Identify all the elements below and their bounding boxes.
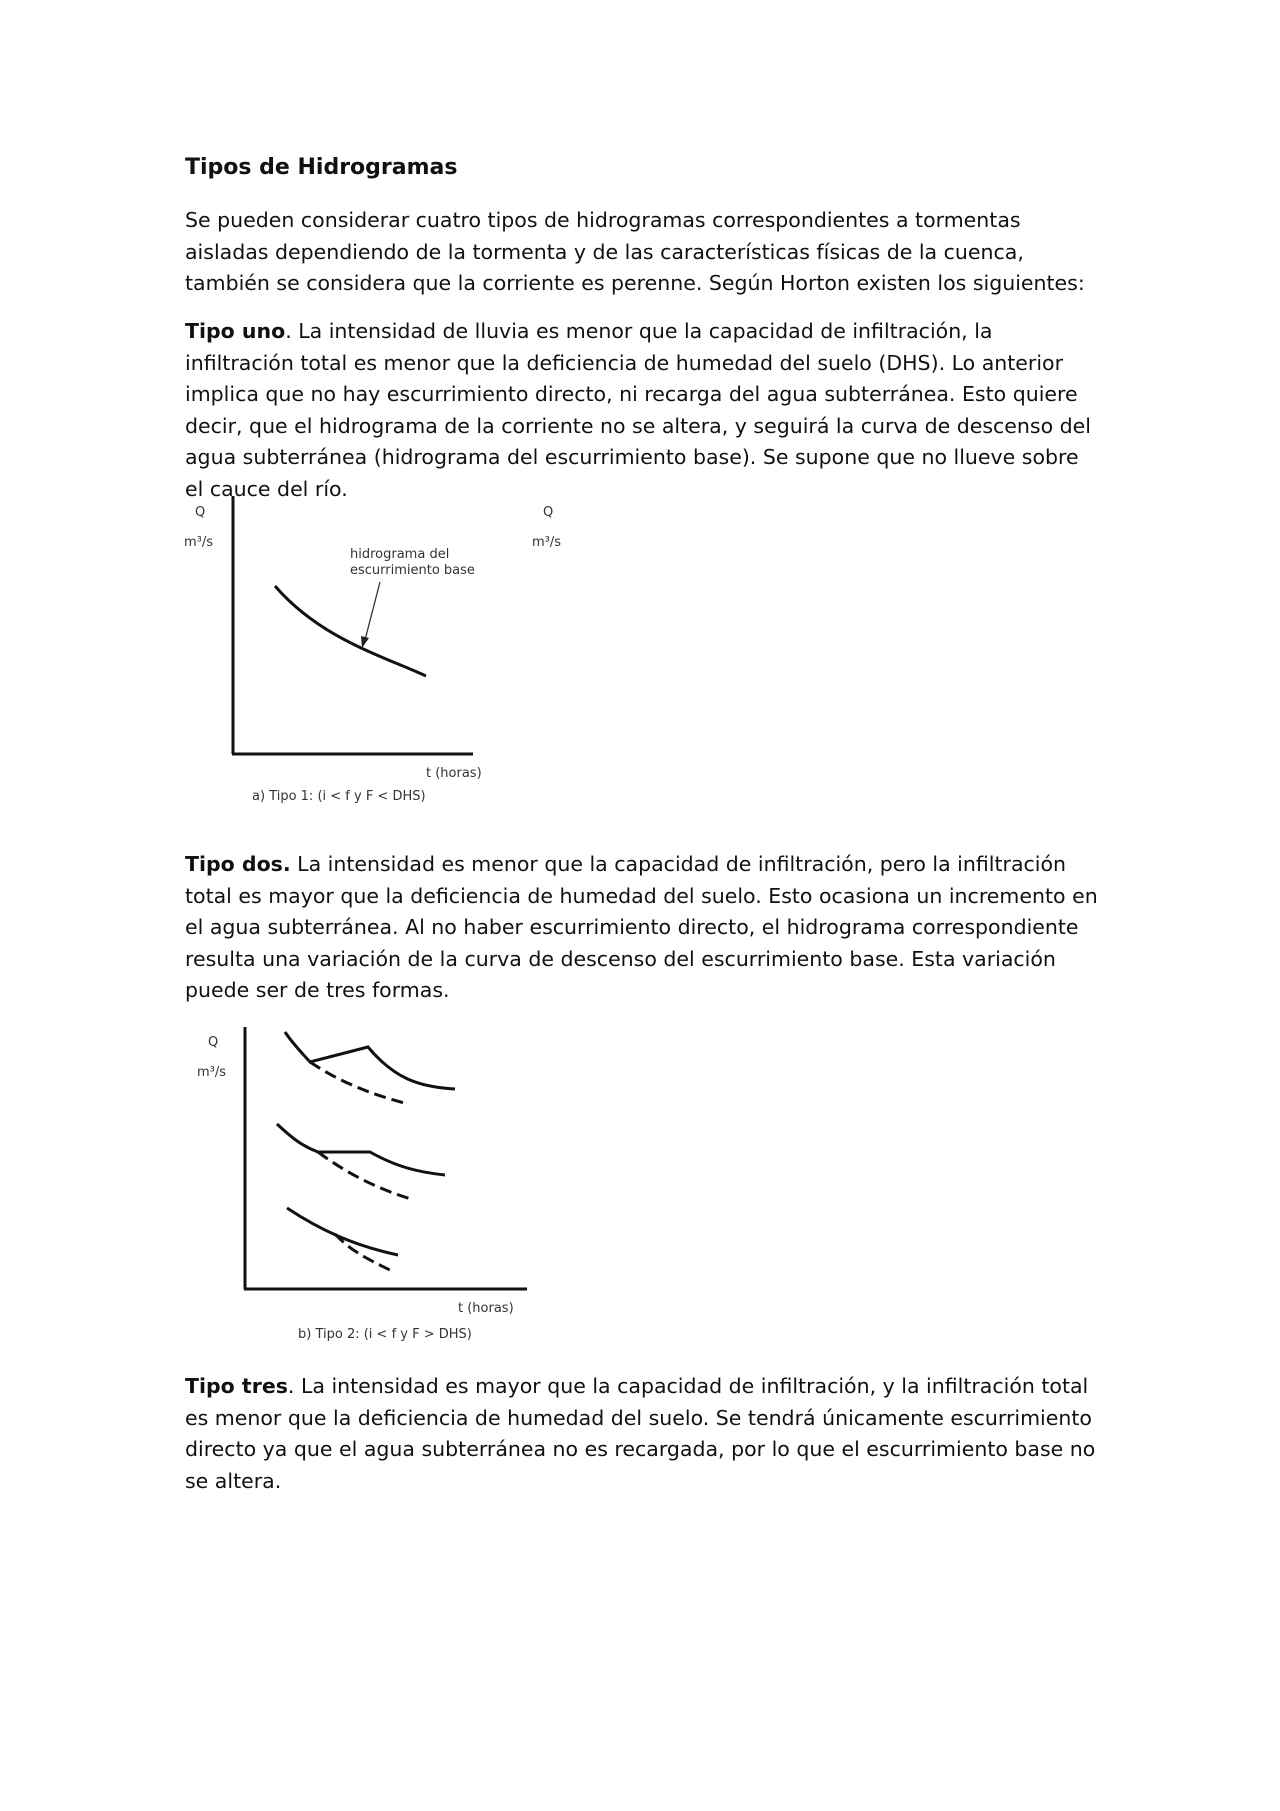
tipo-uno-lead: Tipo uno xyxy=(185,319,286,343)
fig1-x-label: t (horas) xyxy=(426,766,482,781)
tipo-tres-paragraph xyxy=(185,1371,1100,1497)
page-title: Tipos de Hidrogramas xyxy=(185,155,458,180)
fig1-y-label-q-right: Q xyxy=(543,505,554,520)
fig2-form1-baseline xyxy=(310,1062,408,1104)
fig1-annotation-line1: hidrograma del xyxy=(350,547,450,562)
fig2-form2-curve xyxy=(277,1124,445,1175)
fig1-annotation-line2: escurrimiento base xyxy=(350,563,475,578)
fig1-caption: a) Tipo 1: (i < f y F < DHS) xyxy=(252,789,426,804)
fig2-y-label-unit: m³/s xyxy=(197,1065,227,1080)
fig2-y-label-q: Q xyxy=(208,1035,219,1050)
tipo-uno-paragraph xyxy=(185,316,1100,505)
figure-tipo-1 xyxy=(180,490,580,810)
fig2-form1-curve xyxy=(285,1032,455,1089)
fig1-y-label-unit: m³/s xyxy=(184,535,214,550)
fig2-caption: b) Tipo 2: (i < f y F > DHS) xyxy=(298,1327,472,1342)
tipo-dos-lead: Tipo dos. xyxy=(185,852,291,876)
figure-tipo-2 xyxy=(180,1020,560,1350)
intro-paragraph: Se pueden considerar cuatro tipos de hidrogramas correspondientes a tormentas aisladas dependiendo de la tormenta y de las características físicas de la cuenca, también se considera que la corriente es perenne. Según Horton existen los siguientes: xyxy=(185,208,1085,295)
tipo-tres-body: . La intensidad es mayor que la capacidad de infiltración, y la infiltración total es menor que la deficiencia de humedad del suelo. Se tendrá únicamente escurrimiento directo ya que el agua subterránea no es recargada, por lo que el escurrimiento base no se altera. xyxy=(185,1374,1096,1493)
tipo-tres-lead: Tipo tres xyxy=(185,1374,288,1398)
fig1-y-label-q: Q xyxy=(195,505,206,520)
tipo-uno-body: . La intensidad de lluvia es menor que la capacidad de infiltración, la infiltración total es menor que la deficiencia de humedad del suelo (DHS). Lo anterior implica que no hay escurrimiento directo, ni recarga del agua subterránea. Esto quiere decir, que el hidrograma de la corriente no se altera, y seguirá la curva de descenso del agua subterránea (hidrograma del escurrimiento base). Se supone que no llueve sobre el cauce del río. xyxy=(185,319,1091,501)
fig1-y-label-unit-right: m³/s xyxy=(532,535,562,550)
fig2-x-label: t (horas) xyxy=(458,1301,514,1316)
fig1-arrow-head xyxy=(361,636,369,648)
fig1-annotation-arrow xyxy=(365,582,380,640)
fig2-form2-baseline xyxy=(318,1152,411,1199)
tipo-dos-paragraph xyxy=(185,849,1100,1007)
fig1-baseflow-curve xyxy=(275,586,426,676)
fig2-form3-curve xyxy=(287,1208,398,1255)
tipo-dos-body: La intensidad es menor que la capacidad de infiltración, pero la infiltración total es mayor que la deficiencia de humedad del suelo. Esto ocasiona un incremento en el agua subterránea. Al no haber escurrimiento directo, el hidrograma correspondiente resulta una variación de la curva de descenso del escurrimiento base. Esta variación puede ser de tres formas. xyxy=(185,852,1098,1002)
